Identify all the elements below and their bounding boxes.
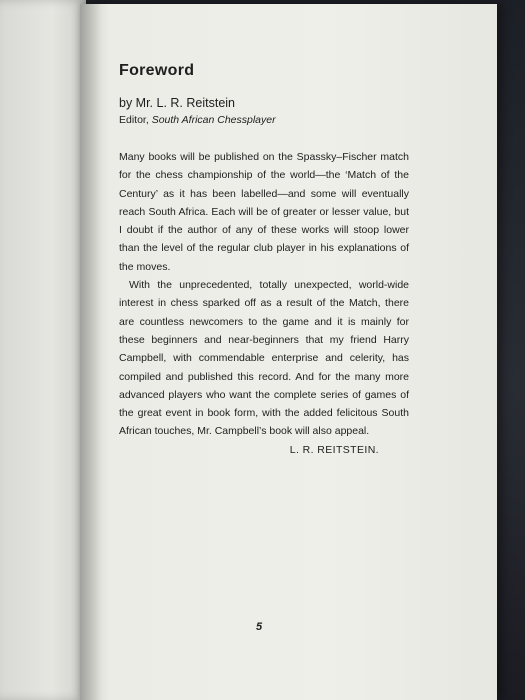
- foreword-body: [119, 148, 409, 459]
- affiliation-publication: South African Chessplayer: [151, 114, 276, 126]
- author-byline: by Mr. L. R. Reitstein: [119, 96, 236, 110]
- page-gutter-shadow: [80, 4, 102, 700]
- page-title: Foreword: [119, 62, 195, 79]
- author-affiliation: [119, 114, 409, 126]
- signature: L. R. REITSTEIN.: [289, 443, 379, 456]
- page-number: 5: [256, 621, 263, 633]
- affiliation-role: Editor,: [119, 114, 152, 126]
- left-page-edge: [0, 0, 86, 700]
- body-paragraph: Many books will be published on the Spassky–Fischer match for the chess championship of the world—the ‘Match of the Century’ as it has been labelled—and some will eventually reach South Africa. Each will be of greater or lesser value, but I doubt if the author of any of these works will stoop lower than the level of the regular club player in his explanations of the moves.: [119, 151, 409, 273]
- foreword-content: [119, 62, 409, 459]
- body-paragraph: With the unprecedented, totally unexpected, world-wide interest in chess sparked off as a result of the Match, there are countless newcomers to the game and it is mainly for these beginners and near-beginners that my friend Harry Campbell, with commendable enterprise and celerity, has compiled and published this record. And for the many more advanced players who want the complete series of games of the great event in book form, with the added felicitous South African touches, Mr. Campbell’s book will also appeal.: [119, 279, 409, 438]
